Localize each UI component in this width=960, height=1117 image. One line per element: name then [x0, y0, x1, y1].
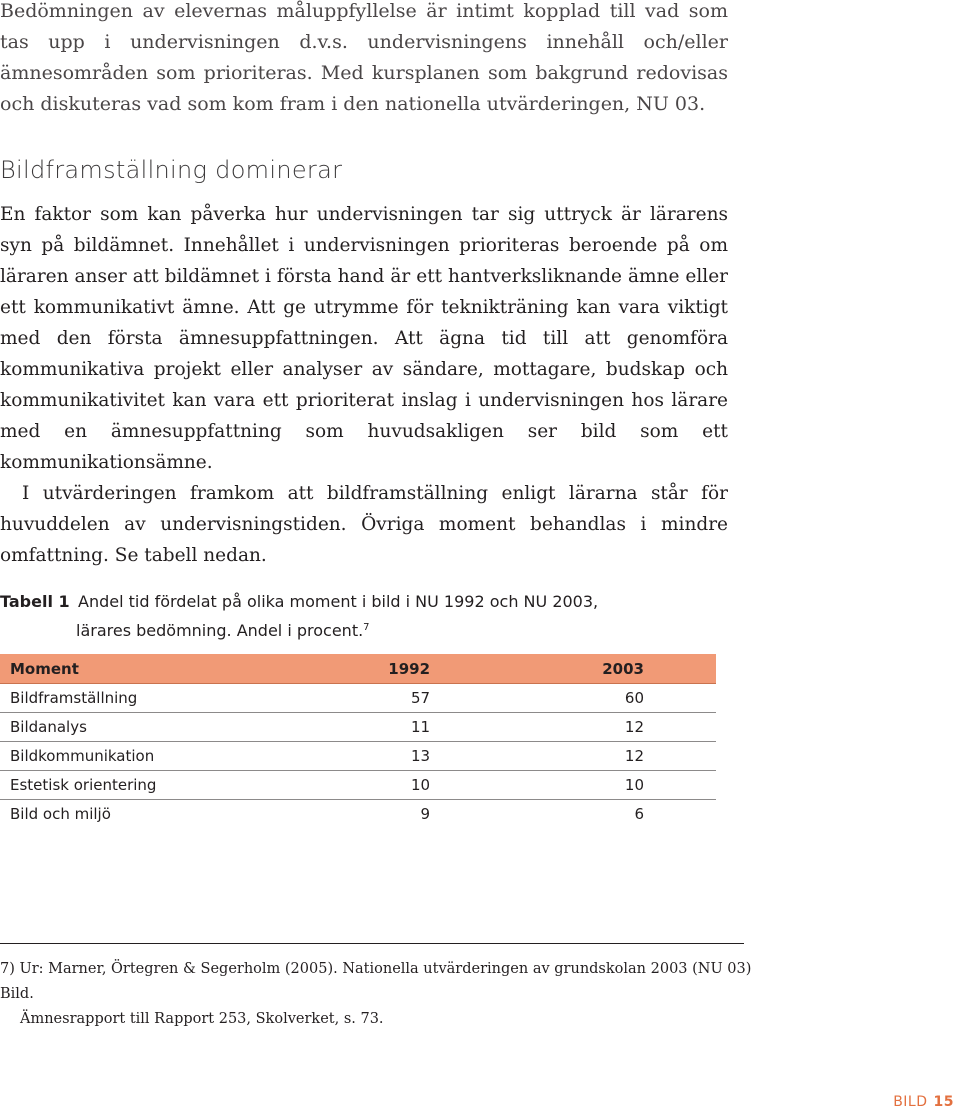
section-heading: Bildframställning dominerar	[0, 156, 343, 184]
footnote-reference: 7	[363, 622, 370, 633]
footnote	[0, 957, 760, 1032]
value-1992: 13	[289, 742, 506, 771]
data-table	[0, 654, 716, 828]
section-body	[0, 199, 728, 571]
value-2003: 12	[506, 742, 716, 771]
value-1992: 9	[420, 805, 431, 823]
row-label: Bildkommunikation	[0, 742, 289, 771]
footnote-line-2: Ämnesrapport till Rapport 253, Skolverket, s. 73.	[20, 1011, 384, 1027]
row-label: Bildanalys	[0, 713, 289, 742]
caption-line-2: lärares bedömning. Andel i procent.	[76, 621, 364, 640]
body-paragraph-2: I utvärderingen framkom att bildframställning enligt lärarna står för huvuddelen av undervisningstiden. Övriga moment behandlas i mindre omfattning. Se tabell nedan.	[0, 483, 728, 566]
row-label: Estetisk orientering	[0, 771, 289, 800]
column-header-1992: 1992	[289, 654, 506, 684]
footnote-line-1: 7) Ur: Marner, Örtegren & Segerholm (2005). Nationella utvärderingen av grundskolan 2003 (NU 03) Bild.	[0, 961, 752, 1002]
caption-line-1: Andel tid fördelat på olika moment i bild i NU 1992 och NU 2003,	[78, 592, 599, 611]
table-label: Tabell 1	[0, 592, 70, 611]
value-2003: 6	[634, 805, 644, 823]
intro-paragraph: Bedömningen av elevernas måluppfyllelse är intimt kopplad till vad som tas upp i undervisningen d.v.s. undervisningens innehåll och/eller ämnesområden som prioriteras. Med kursplanen som bakgrund redovisas och diskuteras vad som kom fram i den nationella utvärderingen, NU 03.	[0, 0, 728, 115]
running-section-label: BILD	[893, 1094, 928, 1110]
table-row	[0, 742, 716, 771]
page-number: 15	[933, 1094, 954, 1110]
value-2003: 60	[506, 684, 716, 713]
row-label: Bild och miljö	[10, 805, 111, 823]
footnote-divider	[0, 943, 744, 944]
table-header-row	[0, 654, 716, 684]
row-label: Bildframställning	[0, 684, 289, 713]
value-2003: 10	[506, 771, 716, 800]
intro-text	[0, 0, 728, 120]
table-row	[0, 771, 716, 800]
table-row	[0, 800, 716, 829]
column-header-2003: 2003	[506, 654, 716, 684]
column-header-moment: Moment	[0, 654, 289, 684]
table-row	[0, 684, 716, 713]
table-caption	[0, 589, 720, 644]
page-footer	[893, 1094, 954, 1110]
value-1992: 10	[289, 771, 506, 800]
value-1992: 11	[289, 713, 506, 742]
value-1992: 57	[289, 684, 506, 713]
value-2003: 12	[506, 713, 716, 742]
table-row	[0, 713, 716, 742]
body-paragraph-1: En faktor som kan påverka hur undervisningen tar sig uttryck är lärarens syn på bildämnet. Innehållet i undervisningen prioriteras beroende på om läraren anser att bildämnet i första hand är ett hantverksliknande ämne eller ett kommunikativt ämne. Att ge utrymme för teknikträning kan vara viktigt med den första ämnesuppfattningen. Att ägna tid till att genomföra kommunikativa projekt eller analyser av sändare, mottagare, budskap och kommunikativitet kan vara ett prioriterat inslag i undervisningen hos lärare med en ämnesuppfattning som huvudsakligen ser bild som ett kommunikationsämne.	[0, 204, 728, 473]
